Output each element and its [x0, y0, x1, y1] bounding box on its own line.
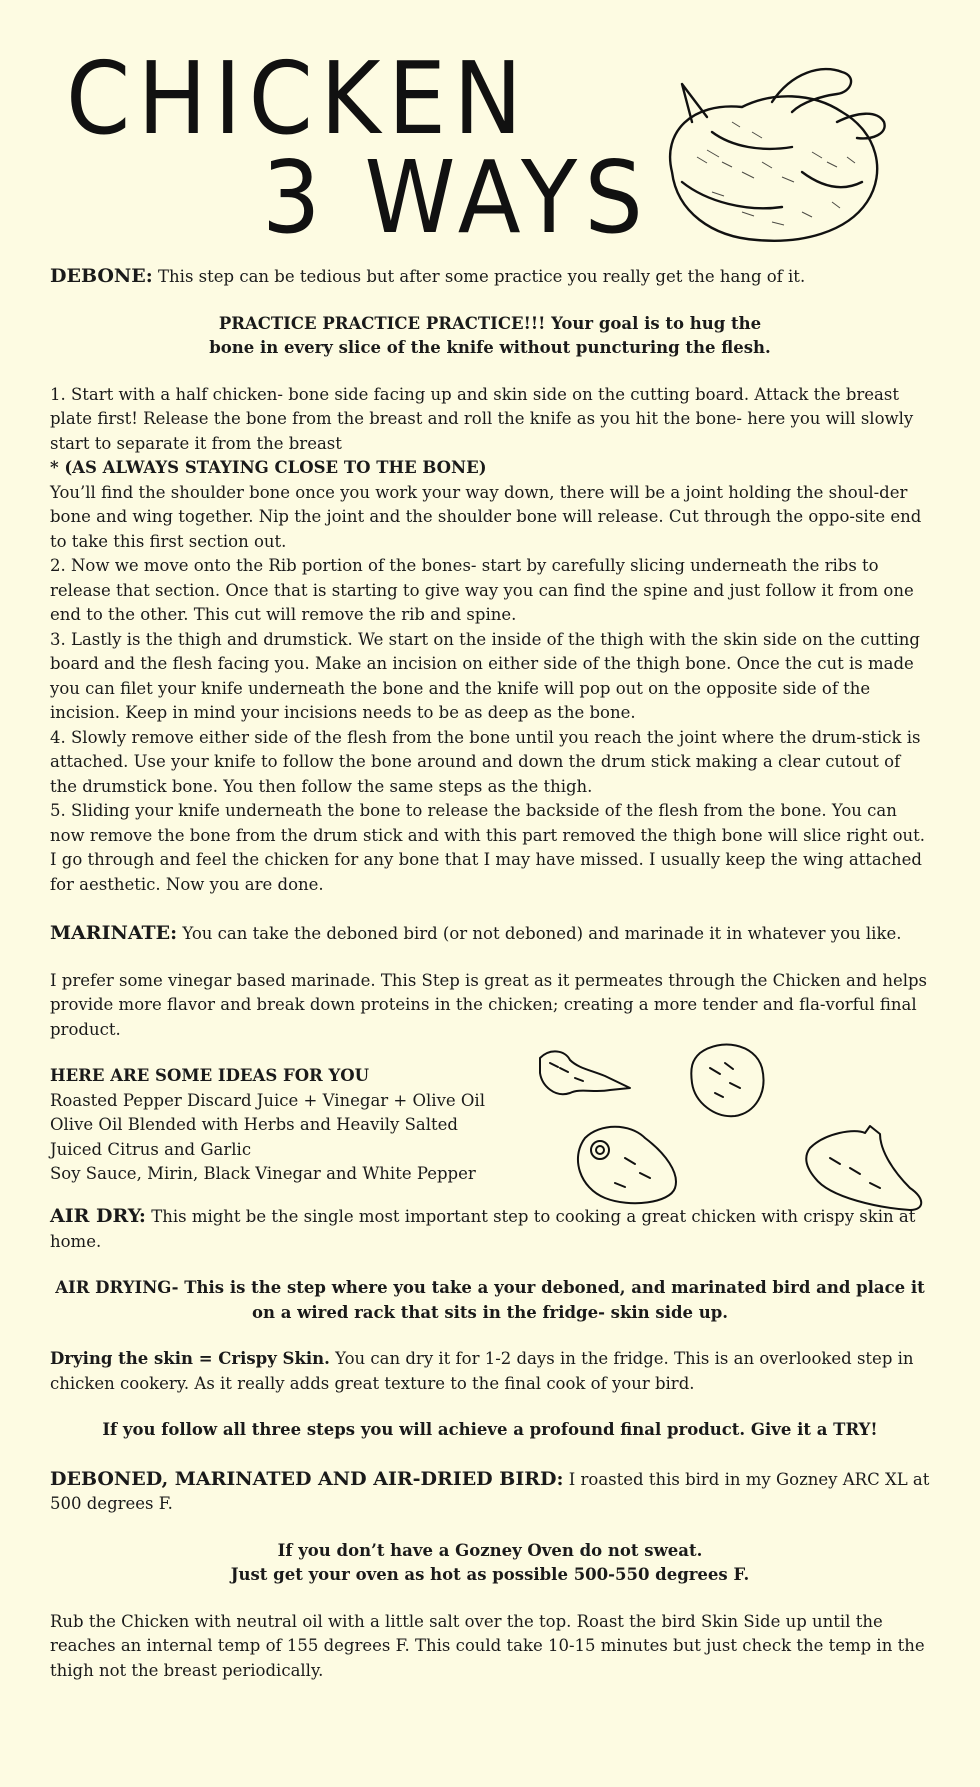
final-intro	[50, 1467, 930, 1517]
debone-shoulder: You’ll find the shoulder bone once you work your way down, there will be a joint holding the shoul-der bone and wing together. Nip the joint and the shoulder bone will release. Cut through the oppo-site end to take this first section out.	[50, 482, 922, 551]
air-dry-heading: AIR DRY:	[50, 1205, 146, 1227]
marinate-heading: MARINATE:	[50, 922, 178, 944]
final-intro-text: I roasted this bird in my Gozney ARC XL at 500 degrees F.	[50, 1469, 930, 1513]
marinate-paragraph: I prefer some vinegar based marinade. This Step is great as it permeates through the Chicken and helps provide more flavor and break down proteins in the chicken; creating a more tender and fla-vorful final product.	[50, 970, 928, 1039]
debone-practice-line-1: PRACTICE PRACTICE PRACTICE!!! Your goal is to hug the	[218, 313, 762, 333]
air-dry-summary: If you follow all three steps you will achieve a profound final product. Give it a TRY!	[102, 1420, 878, 1439]
marinate-intro-text: You can take the deboned bird (or not deboned) and marinade it in whatever you like.	[177, 924, 902, 943]
whole-roast-chicken-illustration	[652, 62, 890, 252]
idea-item: Roasted Pepper Discard Juice + Vinegar + Olive Oil	[50, 1090, 485, 1110]
debone-step-2: 2. Now we move onto the Rib portion of the bones- start by carefully slicing underneath the ribs to release that section. Once that is starting to give way you can find the spine and just follow it from one end to the other. This cut will remove the rib and spine.	[50, 556, 914, 624]
recipe-content	[50, 264, 930, 1683]
debone-intro	[50, 264, 930, 290]
air-dry-intro-text: This might be the single most important step to cooking a great chicken with crispy skin at home.	[50, 1207, 916, 1251]
ideas-section	[50, 1064, 930, 1204]
marinate-intro	[50, 921, 930, 947]
debone-step-3: 3. Lastly is the thigh and drumstick. We start on the inside of the thigh with the skin side on the cutting board and the flesh facing you. Make an incision on either side of the thigh bone. Once the cut is made you can filet your knife underneath the bone and the knife will pop out on the opposite side of the incision. Keep in mind your incisions needs to be as deep as the bone.	[50, 629, 920, 722]
final-heading: DEBONED, MARINATED AND AIR-DRIED BIRD:	[50, 1467, 564, 1490]
debone-step-5: 5. Sliding your knife underneath the bone to release the backside of the flesh from the bone. You can now remove the bone from the drum stick and with this part removed the thigh bone will slice right out. I go through and feel the chicken for any bone that I may have missed. I usually keep the wing attached for aesthetic. Now you are done.	[50, 801, 926, 894]
chicken-parts-illustration	[530, 1038, 960, 1218]
air-dry-drying-bold: Drying the skin = Crispy Skin.	[50, 1349, 330, 1368]
idea-item: Juiced Citrus and Garlic	[50, 1139, 252, 1159]
ideas-heading: HERE ARE SOME IDEAS FOR YOU	[50, 1066, 370, 1085]
ideas-list	[50, 1064, 520, 1187]
air-dry-drying	[50, 1347, 930, 1396]
chicken-breast-illustration	[691, 1045, 763, 1117]
air-dry-center-line-2: on a wired rack that sits in the fridge- skin side up.	[251, 1302, 729, 1322]
idea-item: Olive Oil Blended with Herbs and Heavily Salted	[50, 1115, 458, 1134]
debone-note: * (AS ALWAYS STAYING CLOSE TO THE BONE)	[50, 458, 487, 477]
chicken-thigh-illustration	[578, 1127, 676, 1203]
air-dry-center-line-1: AIR DRYING- This is the step where you take a your deboned, and marinated bird and place it	[55, 1278, 925, 1297]
idea-item: Soy Sauce, Mirin, Black Vinegar and White Pepper	[50, 1164, 476, 1183]
title-line-1: CHICKEN	[66, 40, 530, 157]
final-center-line-1: If you don’t have a Gozney Oven do not sweat.	[277, 1540, 703, 1560]
debone-step-1: 1. Start with a half chicken- bone side facing up and skin side on the cutting board. Attack the breast plate first! Release the bone from the breast and roll the knife as you hit the bone- here you will slowly start to separate it from the breast	[50, 384, 914, 453]
air-dry-drying-text: You can dry it for 1-2 days in the fridge. This is an overlooked step in chicken cookery. As it really adds great texture to the final cook of your bird.	[50, 1349, 914, 1393]
debone-heading: DEBONE:	[50, 265, 153, 287]
debone-intro-text: This step can be tedious but after some practice you really get the hang of it.	[152, 267, 806, 286]
chicken-drumstick-illustration	[806, 1126, 921, 1210]
final-paragraph: Rub the Chicken with neutral oil with a little salt over the top. Roast the bird Skin Side up until the reaches an internal temp of 155 degrees F. This could take 10-15 minutes but just check the temp in the thigh not the breast periodically.	[50, 1611, 925, 1680]
final-center-line-2: Just get your oven as hot as possible 500-550 degrees F.	[230, 1565, 750, 1584]
title-line-2: 3 WAYS	[262, 139, 651, 256]
chicken-wing-illustration	[540, 1051, 630, 1094]
debone-step-4: 4. Slowly remove either side of the flesh from the bone until you reach the joint where the drum-stick is attached. Use your knife to follow the bone around and down the drum stick making a clear cutout of the drumstick bone. You then follow the same steps as the thigh.	[50, 727, 921, 796]
debone-practice-line-2: bone in every slice of the knife without puncturing the flesh.	[209, 338, 771, 357]
